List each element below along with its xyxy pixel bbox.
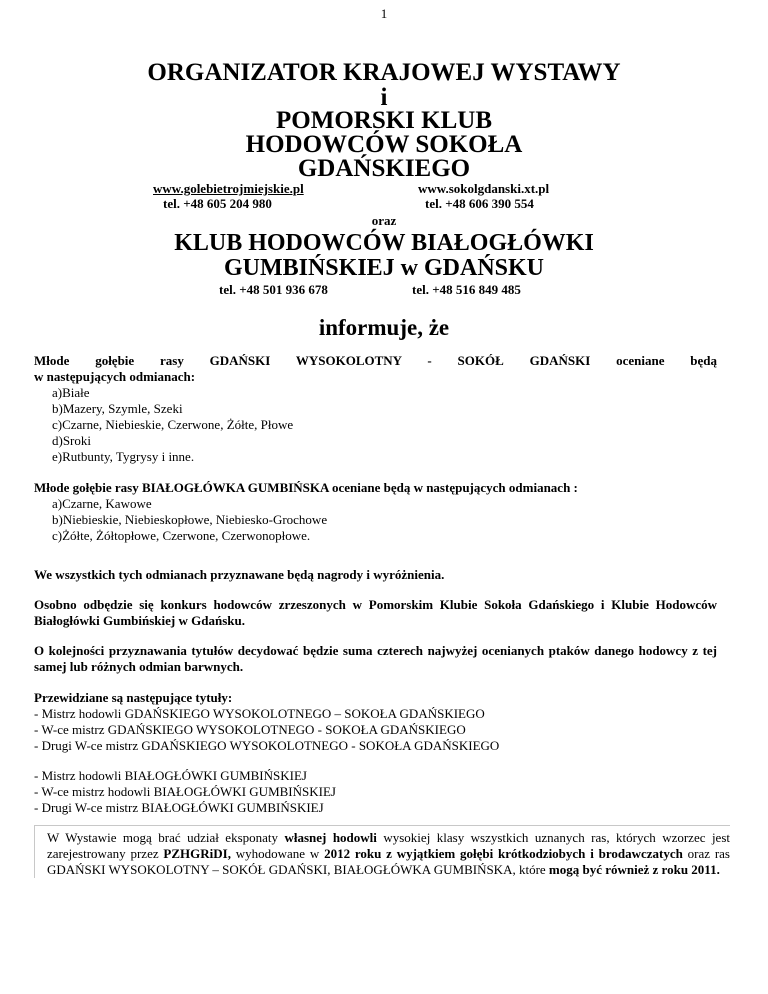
oraz-text: oraz bbox=[371, 213, 397, 228]
falcon-variety-item: c)Czarne, Niebieskie, Czerwone, Żółte, Płowe bbox=[52, 417, 294, 432]
participation-text: wyhodowane w bbox=[230, 846, 325, 861]
falcon-intro bbox=[34, 353, 717, 369]
header-line-club: POMORSKI KLUB bbox=[276, 107, 492, 134]
participation-text: wysokiej klasy wszystkich uznanych ras, których wzorzec jest zarejestrowany przez bbox=[47, 830, 730, 861]
titles-section bbox=[34, 690, 717, 816]
participation-year-exception: 2012 roku z wyjątkiem gołębi krótkodziobych i brodawczatych bbox=[324, 846, 683, 861]
header-line-gdanskiego: GDAŃSKIEGO bbox=[297, 155, 471, 182]
participation-text: W Wystawie mogą brać udział eksponaty bbox=[47, 830, 285, 845]
title-item: - Drugi W-ce mistrz BIAŁOGŁÓWKI GUMBIŃSKIEJ bbox=[34, 800, 324, 815]
title-item: - W-ce mistrz hodowli BIAŁOGŁÓWKI GUMBIŃSKIEJ bbox=[34, 784, 336, 799]
title-item: - Drugi W-ce mistrz GDAŃSKIEGO WYSOKOLOTNEGO - SOKOŁA GDAŃSKIEGO bbox=[34, 738, 500, 753]
titles-heading: Przewidziane są następujące tytuły: bbox=[34, 690, 233, 705]
whitehead-intro-a: Młode gołębie rasy bbox=[34, 480, 142, 495]
club2-line2: GUMBIŃSKIEJ w GDAŃSKU bbox=[223, 255, 545, 281]
awards-paragraph: We wszystkich tych odmianach przyznawane będą nagrody i wyróżnienia. bbox=[34, 567, 445, 582]
section-whitehead-varieties bbox=[34, 480, 717, 544]
falcon-variety-item: e)Rutbunty, Tygrysy i inne. bbox=[52, 449, 195, 464]
page-number: 1 bbox=[380, 6, 388, 21]
falcon-intro-line2: w następujących odmianach: bbox=[34, 369, 196, 384]
whitehead-variety-item: b)Niebieskie, Niebieskopłowe, Niebiesko-Grochowe bbox=[52, 512, 328, 527]
website-link-left[interactable]: www.golebietrojmiejskie.pl bbox=[153, 181, 304, 196]
whitehead-intro bbox=[34, 480, 717, 496]
website-link-right[interactable]: www.sokolgdanski.xt.pl bbox=[418, 181, 550, 196]
falcon-variety-item: a)Białe bbox=[52, 385, 90, 400]
tel-left: tel. +48 605 204 980 bbox=[163, 196, 272, 211]
participation-text: oraz ras GDAŃSKI WYSOKOLOTNY – SOKÓŁ GDAŃSKI, BIAŁOGŁÓWKA GUMBIŃSKA, które bbox=[47, 846, 730, 877]
informs-heading: informuje, że bbox=[318, 315, 450, 340]
participation-year-2011: mogą być również z roku 2011. bbox=[548, 862, 720, 877]
header-line-i: i bbox=[380, 84, 388, 111]
section-falcon-varieties bbox=[34, 353, 717, 465]
whitehead-variety-item: c)Żółte, Żółtopłowe, Czerwone, Czerwonopłowe. bbox=[52, 528, 311, 543]
title-item: - Mistrz hodowli BIAŁOGŁÓWKI GUMBIŃSKIEJ bbox=[34, 768, 307, 783]
falcon-intro-line: Młode gołębie rasy GDAŃSKI WYSOKOLOTNY - SOKÓŁ GDAŃSKI oceniane będą bbox=[34, 353, 717, 368]
falcon-variety-item: b)Mazery, Szymle, Szeki bbox=[52, 401, 183, 416]
club2-tel-right: tel. +48 516 849 485 bbox=[412, 282, 521, 297]
tel-right: tel. +48 606 390 554 bbox=[425, 196, 534, 211]
club2-line1: KLUB HODOWCÓW BIAŁOGŁÓWKI bbox=[174, 230, 594, 256]
contest-paragraph: Osobno odbędzie się konkurs hodowców zrzeszonych w Pomorskim Klubie Sokoła Gdańskiego i Klubie Hodowców Białogłówki Gumbińskiej w Gdańsku. bbox=[34, 597, 717, 628]
title-item: - Mistrz hodowli GDAŃSKIEGO WYSOKOLOTNEGO – SOKOŁA GDAŃSKIEGO bbox=[34, 706, 485, 721]
participation-pzhgridi: PZHGRiDI, bbox=[163, 846, 231, 861]
title-item: - W-ce mistrz GDAŃSKIEGO WYSOKOLOTNEGO - SOKOŁA GDAŃSKIEGO bbox=[34, 722, 466, 737]
participation-own-breeding: własnej hodowli bbox=[284, 830, 377, 845]
whitehead-intro-c: oceniane będą w następujących odmianach : bbox=[328, 480, 578, 495]
whitehead-variety-item: a)Czarne, Kawowe bbox=[52, 496, 152, 511]
whitehead-intro-b: BIAŁOGŁÓWKA GUMBIŃSKA bbox=[141, 480, 329, 495]
order-paragraph: O kolejności przyznawania tytułów decydować będzie suma czterech najwyżej ocenianych ptaków danego hodowcy z tej samej lub różnych odmian barwnych. bbox=[34, 643, 717, 674]
participation-paragraph bbox=[34, 825, 730, 878]
header-line-organizer: ORGANIZATOR KRAJOWEJ WYSTAWY bbox=[147, 59, 621, 86]
falcon-variety-item: d)Sroki bbox=[52, 433, 91, 448]
club2-tel-left: tel. +48 501 936 678 bbox=[219, 282, 328, 297]
header-line-breeders: HODOWCÓW SOKOŁA bbox=[245, 131, 523, 158]
